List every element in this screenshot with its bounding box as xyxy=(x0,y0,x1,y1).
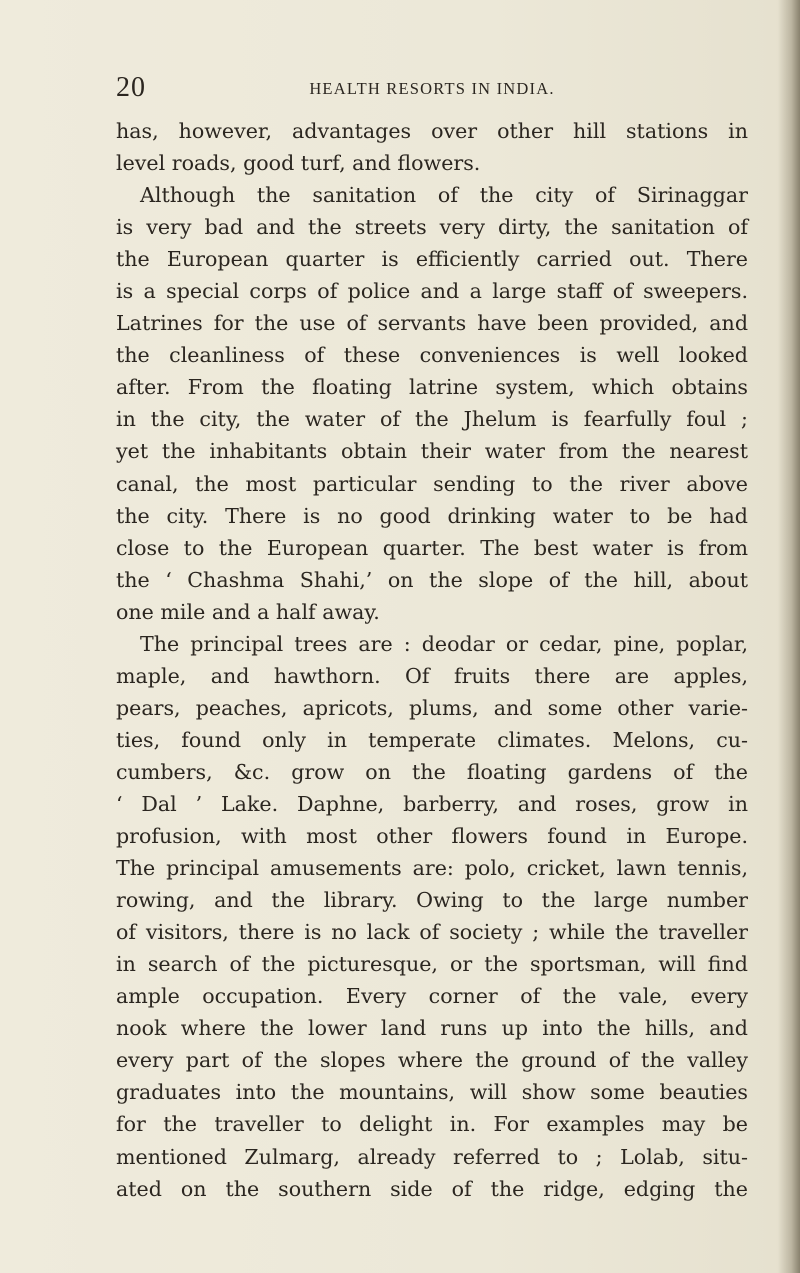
text-line: ties, found only in temperate climates. Melons, cu- xyxy=(116,727,748,752)
text-line: close to the European quarter. The best water is from xyxy=(116,535,748,560)
text-line: The principal amusements are: polo, cricket, lawn tennis, xyxy=(116,856,748,881)
text-line: cumbers, &c. grow on the floating gardens of the xyxy=(116,759,748,784)
text-line: every part of the slopes where the ground of the valley xyxy=(116,1048,748,1073)
text-line: the cleanliness of these conveniences is well looked xyxy=(116,343,748,368)
text-line: in search of the picturesque, or the sportsman, will find xyxy=(116,952,748,977)
body-text xyxy=(116,115,748,1205)
text-line: The principal trees are : deodar or cedar, pine, poplar, xyxy=(140,631,748,656)
page-header xyxy=(116,72,748,112)
text-line: yet the inhabitants obtain their water from the nearest xyxy=(116,439,748,464)
text-line: of visitors, there is no lack of society ; while the traveller xyxy=(116,920,748,945)
text-line: ‘ Dal ’ Lake. Daphne, barberry, and roses, grow in xyxy=(116,791,748,816)
text-line: rowing, and the library. Owing to the large number xyxy=(116,888,748,913)
page-number: 20 xyxy=(116,72,146,103)
text-line: one mile and a half away. xyxy=(116,599,380,624)
text-line: has, however, advantages over other hill stations in xyxy=(116,119,748,143)
text-line: is a special corps of police and a large staff of sweepers. xyxy=(116,279,748,304)
page-edge-shadow xyxy=(778,0,800,1273)
text-line: nook where the lower land runs up into the hills, and xyxy=(116,1016,748,1041)
text-line: graduates into the mountains, will show some beauties xyxy=(116,1080,748,1105)
text-line: Although the sanitation of the city of Sirinaggar xyxy=(140,183,748,208)
text-line: is very bad and the streets very dirty, the sanitation of xyxy=(116,215,748,240)
text-line: Latrines for the use of servants have been provided, and xyxy=(116,311,748,336)
text-line: ample occupation. Every corner of the vale, every xyxy=(116,984,748,1009)
text-line: ated on the southern side of the ridge, edging the xyxy=(116,1176,748,1201)
text-line: level roads, good turf, and flowers. xyxy=(116,151,481,176)
text-line: after. From the floating latrine system, which obtains xyxy=(116,375,748,400)
text-line: pears, peaches, apricots, plums, and some other varie- xyxy=(116,695,748,720)
text-line: maple, and hawthorn. Of fruits there are apples, xyxy=(116,663,748,688)
running-title: HEALTH RESORTS IN INDIA. xyxy=(309,79,555,98)
text-line: mentioned Zulmarg, already referred to ; Lolab, situ- xyxy=(116,1144,748,1169)
text-line: the city. There is no good drinking water to be had xyxy=(116,503,748,528)
text-line: canal, the most particular sending to the river above xyxy=(116,471,748,496)
text-line: the ‘ Chashma Shahi,’ on the slope of the hill, about xyxy=(116,567,748,592)
text-line: for the traveller to delight in. For examples may be xyxy=(116,1112,748,1137)
text-line: the European quarter is efficiently carried out. There xyxy=(116,247,748,272)
text-line: profusion, with most other flowers found in Europe. xyxy=(116,824,748,849)
text-line: in the city, the water of the Jhelum is fearfully foul ; xyxy=(116,407,748,432)
